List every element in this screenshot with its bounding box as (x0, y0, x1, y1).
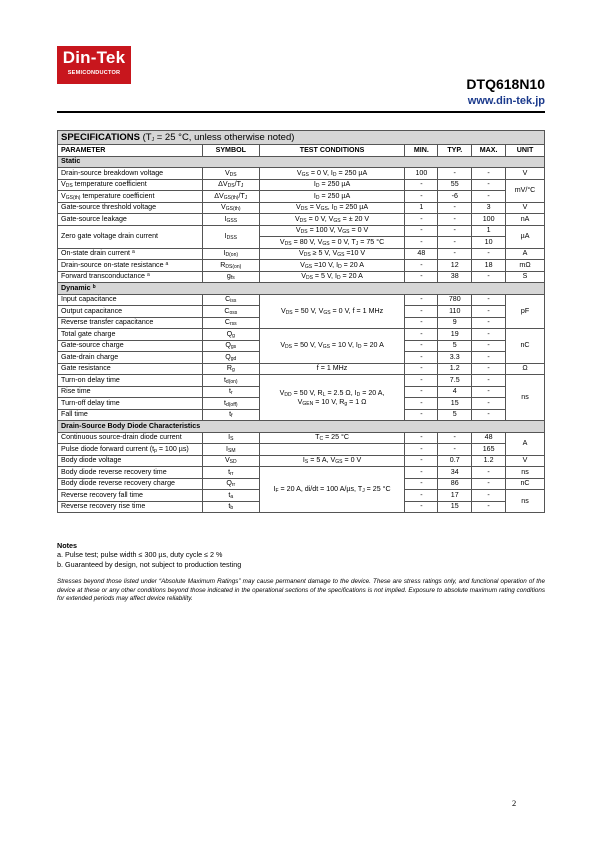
table-row: Output capacitance $C_{oss}$ - 110 - (58, 306, 545, 318)
section-row (58, 283, 545, 295)
section-static: Static (58, 156, 545, 168)
specifications-table (57, 130, 545, 513)
section-body-diode: Drain-Source Body Diode Characteristics (58, 421, 545, 433)
logo-sub-text: SEMICONDUCTOR (67, 70, 121, 76)
notes-block (57, 541, 241, 569)
table-row: Continuous source-drain diode current $I_S$ $T_C = 25$ °C - - 48 A (58, 432, 545, 444)
disclaimer-text: Stresses beyond those listed under “Absolute Maximum Ratings” may cause permanent damage to the device. These are stress ratings only, and functional operation of the device at these or any other conditions beyond those indicated in the operational sections of the specifications is not implied. Exposure to absolute maximum rating conditions for extended periods may affect device reliability. (57, 578, 545, 603)
table-row: Gate-source charge $Q_{gs}$ - 5 - (58, 340, 545, 352)
section-row (58, 156, 545, 168)
header-divider (57, 111, 545, 113)
header-parameter: PARAMETER (58, 145, 203, 157)
header-min: MIN. (405, 145, 438, 157)
table-row: Gate resistance $R_g$ f = 1 MHz - 1.2 - Ω (58, 363, 545, 375)
note-b: b. Guaranteed by design, not subject to production testing (57, 559, 242, 569)
table-row: Gate-drain charge $Q_{gd}$ - 3.3 - (58, 352, 545, 364)
table-row: Rise time $t_r$ - 4 - (58, 386, 545, 398)
table-row: Total gate charge $Q_g$ $V_{DS} = 50$ V, $V_{GS} = 10$ V, $I_D = 20$ A - 19 - nC (58, 329, 545, 341)
table-row: Fall time $t_f$ - 5 - (58, 409, 545, 421)
table-row: Pulse diode forward current ($t_p = 100$ µs) $I_{SM}$ - - 165 (58, 444, 545, 456)
header-symbol: SYMBOL (202, 145, 259, 157)
table-row: Input capacitance $C_{iss}$ $V_{DS} = 50$ V, $V_{GS} = 0$ V, f = 1 MHz - 780 - pF (58, 294, 545, 306)
header-unit: UNIT (506, 145, 545, 157)
table-row: Drain-source breakdown voltage $V_{DS}$ $V_{GS} = 0$ V, $I_D = 250$ µA 100 - - V (58, 168, 545, 180)
table-title: SPECIFICATIONS ($T_J = 25$ °C, unless otherwise noted) (58, 131, 545, 145)
table-row: Turn-off delay time $t_{d(off)}$ - 15 - (58, 398, 545, 410)
table-row: Zero gate voltage drain current $I_{DSS}$ $V_{DS} = 100$ V, $V_{GS} = 0$ V - - 1 µA (58, 225, 545, 237)
table-row: Reverse recovery fall time $t_a$ - 17 - ns (58, 490, 545, 502)
table-row: Turn-on delay time $t_{d(on)}$ $V_{DD} = 50$ V, $R_L = 2.5$ Ω, $I_D = 20$ A, $V_{GEN} = 10$ V, $R_g = 1$ Ω - 7.5 - ns (58, 375, 545, 387)
table-row: Gate-source leakage $I_{GSS}$ $V_{DS} = 0$ V, $V_{GS}$ = ± 20 V - - 100 nA (58, 214, 545, 226)
table-row: $V_{DS}$ temperature coefficient $\Delta V_{DS}/T_J$ $I_D = 250$ µA - 55 - mV/°C (58, 179, 545, 191)
logo-main-text: Din-Tek (62, 48, 126, 67)
header-typ: TYP. (438, 145, 472, 157)
table-row: Gate-source threshold voltage $V_{GS(th)}$ $V_{DS} = V_{GS}$, $I_D = 250$ µA 1 - 3 V (58, 202, 545, 214)
table-row: Forward transconductance $^a$ $g_{fs}$ $V_{DS} = 5$ V, $I_D = 20$ A - 38 - S (58, 271, 545, 283)
table-header-row (58, 145, 545, 157)
table-row: Drain-source on-state resistance $^a$ $R_{DS(on)}$ $V_{GS} =10$ V, $I_D = 20$ A - 12 18 mΩ (58, 260, 545, 272)
header-test-conditions: TEST CONDITIONS (259, 145, 405, 157)
header-max: MAX. (472, 145, 506, 157)
part-number: DTQ618N10 (466, 76, 545, 92)
table-row: On-state drain current $^a$ $I_{D(on)}$ $V_{DS} \ge 5$ V, $V_{GS} =10$ V 48 - - A (58, 248, 545, 260)
note-a: a. Pulse test; pulse width ≤ 300 µs, duty cycle ≤ 2 % (57, 550, 223, 560)
table-row: $V_{GS(th)}$ temperature coefficient $\Delta V_{GS(th)}/T_J$ $I_D = 250$ µA - -6 - (58, 191, 545, 203)
table-row: Reverse transfer capacitance $C_{rss}$ - 9 - (58, 317, 545, 329)
section-row (58, 421, 545, 433)
table-row: Body diode voltage $V_{SD}$ $I_S = 5$ A, $V_{GS} = 0$ V - 0.7 1.2 V (58, 455, 545, 467)
page-number: 2 (512, 798, 517, 808)
website-link[interactable]: www.din-tek.jp (467, 95, 545, 107)
company-logo (57, 46, 131, 84)
table-row: Body diode reverse recovery charge $Q_{rr}$ - 86 - nC (58, 478, 545, 490)
table-row: $V_{DS} = 80$ V, $V_{GS} = 0$ V, $T_J = 75$ °C - - 10 (58, 237, 545, 249)
section-dynamic: Dynamic $^b$ (58, 283, 545, 295)
notes-title: Notes (57, 541, 77, 550)
table-row: Reverse recovery rise time $t_b$ - 15 - (58, 501, 545, 513)
table-row: Body diode reverse recovery time $t_{rr}$ $I_F = 20$ A, di/dt = 100 A/µs, $T_J = 25$ °C - 34 - ns (58, 467, 545, 479)
table-title-row (58, 131, 545, 145)
